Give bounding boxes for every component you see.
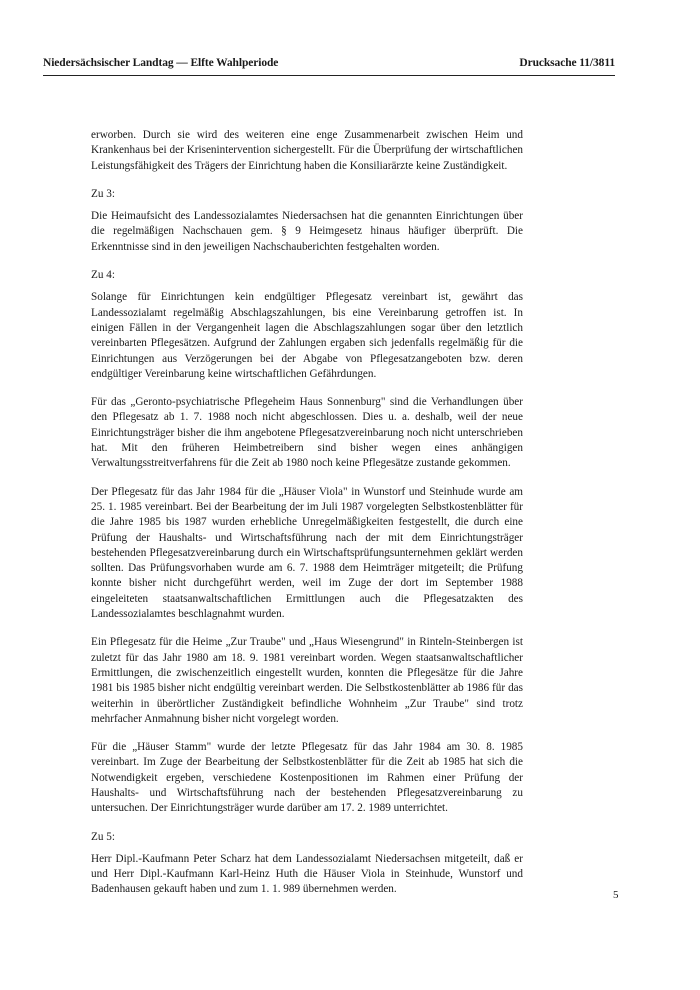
header-document-number: Drucksache 11/3811 xyxy=(519,57,615,69)
paragraph-heimaufsicht: Die Heimaufsicht des Landessozialamtes Niedersachsen hat die genannten Einrichtungen über die regelmäßigen Nachschauen gem. § 9 Heimgesetz hinaus häufiger überprüft. Die Erkenntnisse sind in den jeweiligen Nachschauberichten festgehalten worden. xyxy=(91,210,523,253)
header-title: Niedersächsischer Landtag — Elfte Wahlperiode xyxy=(43,57,279,69)
section-heading-4: Zu 4: xyxy=(91,269,115,282)
paragraph-intro: erworben. Durch sie wird des weiteren eine enge Zusammenarbeit zwischen Heim und Krankenhaus bei der Krisenintervention sichergestellt. Für die Überprüfung der wirtschaftlichen Leistungsfähigkeit des Trägers der Einrichtung haben die Konsiliarärzte keine Zuständigkeit. xyxy=(91,129,523,172)
document-body xyxy=(91,128,523,911)
header-divider xyxy=(43,75,615,76)
section-heading-3: Zu 3: xyxy=(91,187,115,200)
page-header xyxy=(43,57,615,69)
paragraph-haeuser-stamm: Für die „Häuser Stamm" wurde der letzte Pflegesatz für das Jahr 1984 am 30. 8. 1985 vereinbart. Im Zuge der Bearbeitung der Selbstkostenblätter für die Zeit ab 1985 hat sich die Notwendigkeit ergeben, verschiedene Kostenpositionen im Rahmen einer Prüfung der Haushalts- und Wirtschaftsführung nach der bestehenden Pflegesatzvereinbarung zu untersuchen. Der Einrichtungsträger wurde darüber am 17. 2. 1989 unterrichtet. xyxy=(91,741,523,815)
page-number: 5 xyxy=(613,889,619,901)
paragraph-zur-traube: Ein Pflegesatz für die Heime „Zur Traube" und „Haus Wiesengrund" in Rinteln-Steinbergen ist zuletzt für das Jahr 1980 am 18. 9. 1981 vereinbart worden. Wegen staatsanwaltschaftlicher Ermittlungen, die zwischenzeitlich eingestellt wurden, konnten die Pflegesätze für die Jahre 1981 bis 1985 bisher nicht endgültig vereinbart werden. Die Selbstkostenblätter ab 1986 für das weiterhin in überörtlicher Zuständigkeit befindliche Wohnheim „Zur Traube" sind trotz mehrfacher Anmahnung bisher nicht vorgelegt worden. xyxy=(91,636,523,725)
paragraph-haeuser-viola: Der Pflegesatz für das Jahr 1984 für die „Häuser Viola" in Wunstorf und Steinhude wurde am 25. 1. 1985 vereinbart. Bei der Bearbeitung der im Juli 1987 vorgelegten Selbstkostenblätter für die Jahre 1985 bis 1987 wurden erhebliche Unregelmäßigkeiten festgestellt, die durch eine Prüfung der Haushalts- und Wirtschaftsführung nach der mit dem Einrichtungsträger bestehenden Pflegesatzvereinbarung durch ein Wirtschaftsprüfungsunternehmen geklärt werden sollten. Das Prüfungsvorhaben wurde am 6. 7. 1988 dem Heimträger mitgeteilt; die Prüfung konnte bisher nicht durchgeführt werden, weil im Zuge der dort im September 1988 eingeleiteten staatsanwaltschaftlichen Ermittlungen auch die Pflegesatzakten des Landessozialamtes beschlagnahmt wurden. xyxy=(91,485,523,621)
paragraph-uebernahme: Herr Dipl.-Kaufmann Peter Scharz hat dem Landessozialamt Niedersachsen mitgeteilt, daß er und Herr Dipl.-Kaufmann Karl-Heinz Huth die Häuser Viola in Steinhude, Wunstorf und Badenhausen gekauft haben und zum 1. 1. 989 übernehmen werden. xyxy=(91,852,523,896)
paragraph-haus-sonnenburg: Für das „Geronto-psychiatrische Pflegeheim Haus Sonnenburg" sind die Verhandlungen über den Pflegesatz ab 1. 7. 1988 noch nicht abgeschlossen. Dies u. a. deshalb, weil der neue Einrichtungsträger bisher die ihm angebotene Pflegesatzvereinbarung noch nicht unterschrieben hat. Mit den früheren Heimbetreibern sind bisher wegen eines anhängigen Verwaltungsstreitverfahrens für die Zeit ab 1980 noch keine Pflegesätze zustande gekommen. xyxy=(91,396,523,470)
paragraph-abschlagszahlungen: Solange für Einrichtungen kein endgültiger Pflegesatz vereinbart ist, gewährt das Landessozialamt regelmäßig Abschlagszahlungen, bis eine Vereinbarung getroffen ist. In einigen Fällen in der Vergangenheit lagen die Abschlagszahlungen sogar über den letztlich vereinbarten Pflegesätzen. Aufgrund der Zahlungen ergaben sich jedenfalls regelmäßig für die Einrichtungen aus Verzögerungen bei der Abgabe von Pflegesatzangeboten bzw. deren endgültiger Vereinbarung keine wirtschaftlichen Gefährdungen. xyxy=(91,291,523,380)
section-heading-5: Zu 5: xyxy=(91,830,115,843)
